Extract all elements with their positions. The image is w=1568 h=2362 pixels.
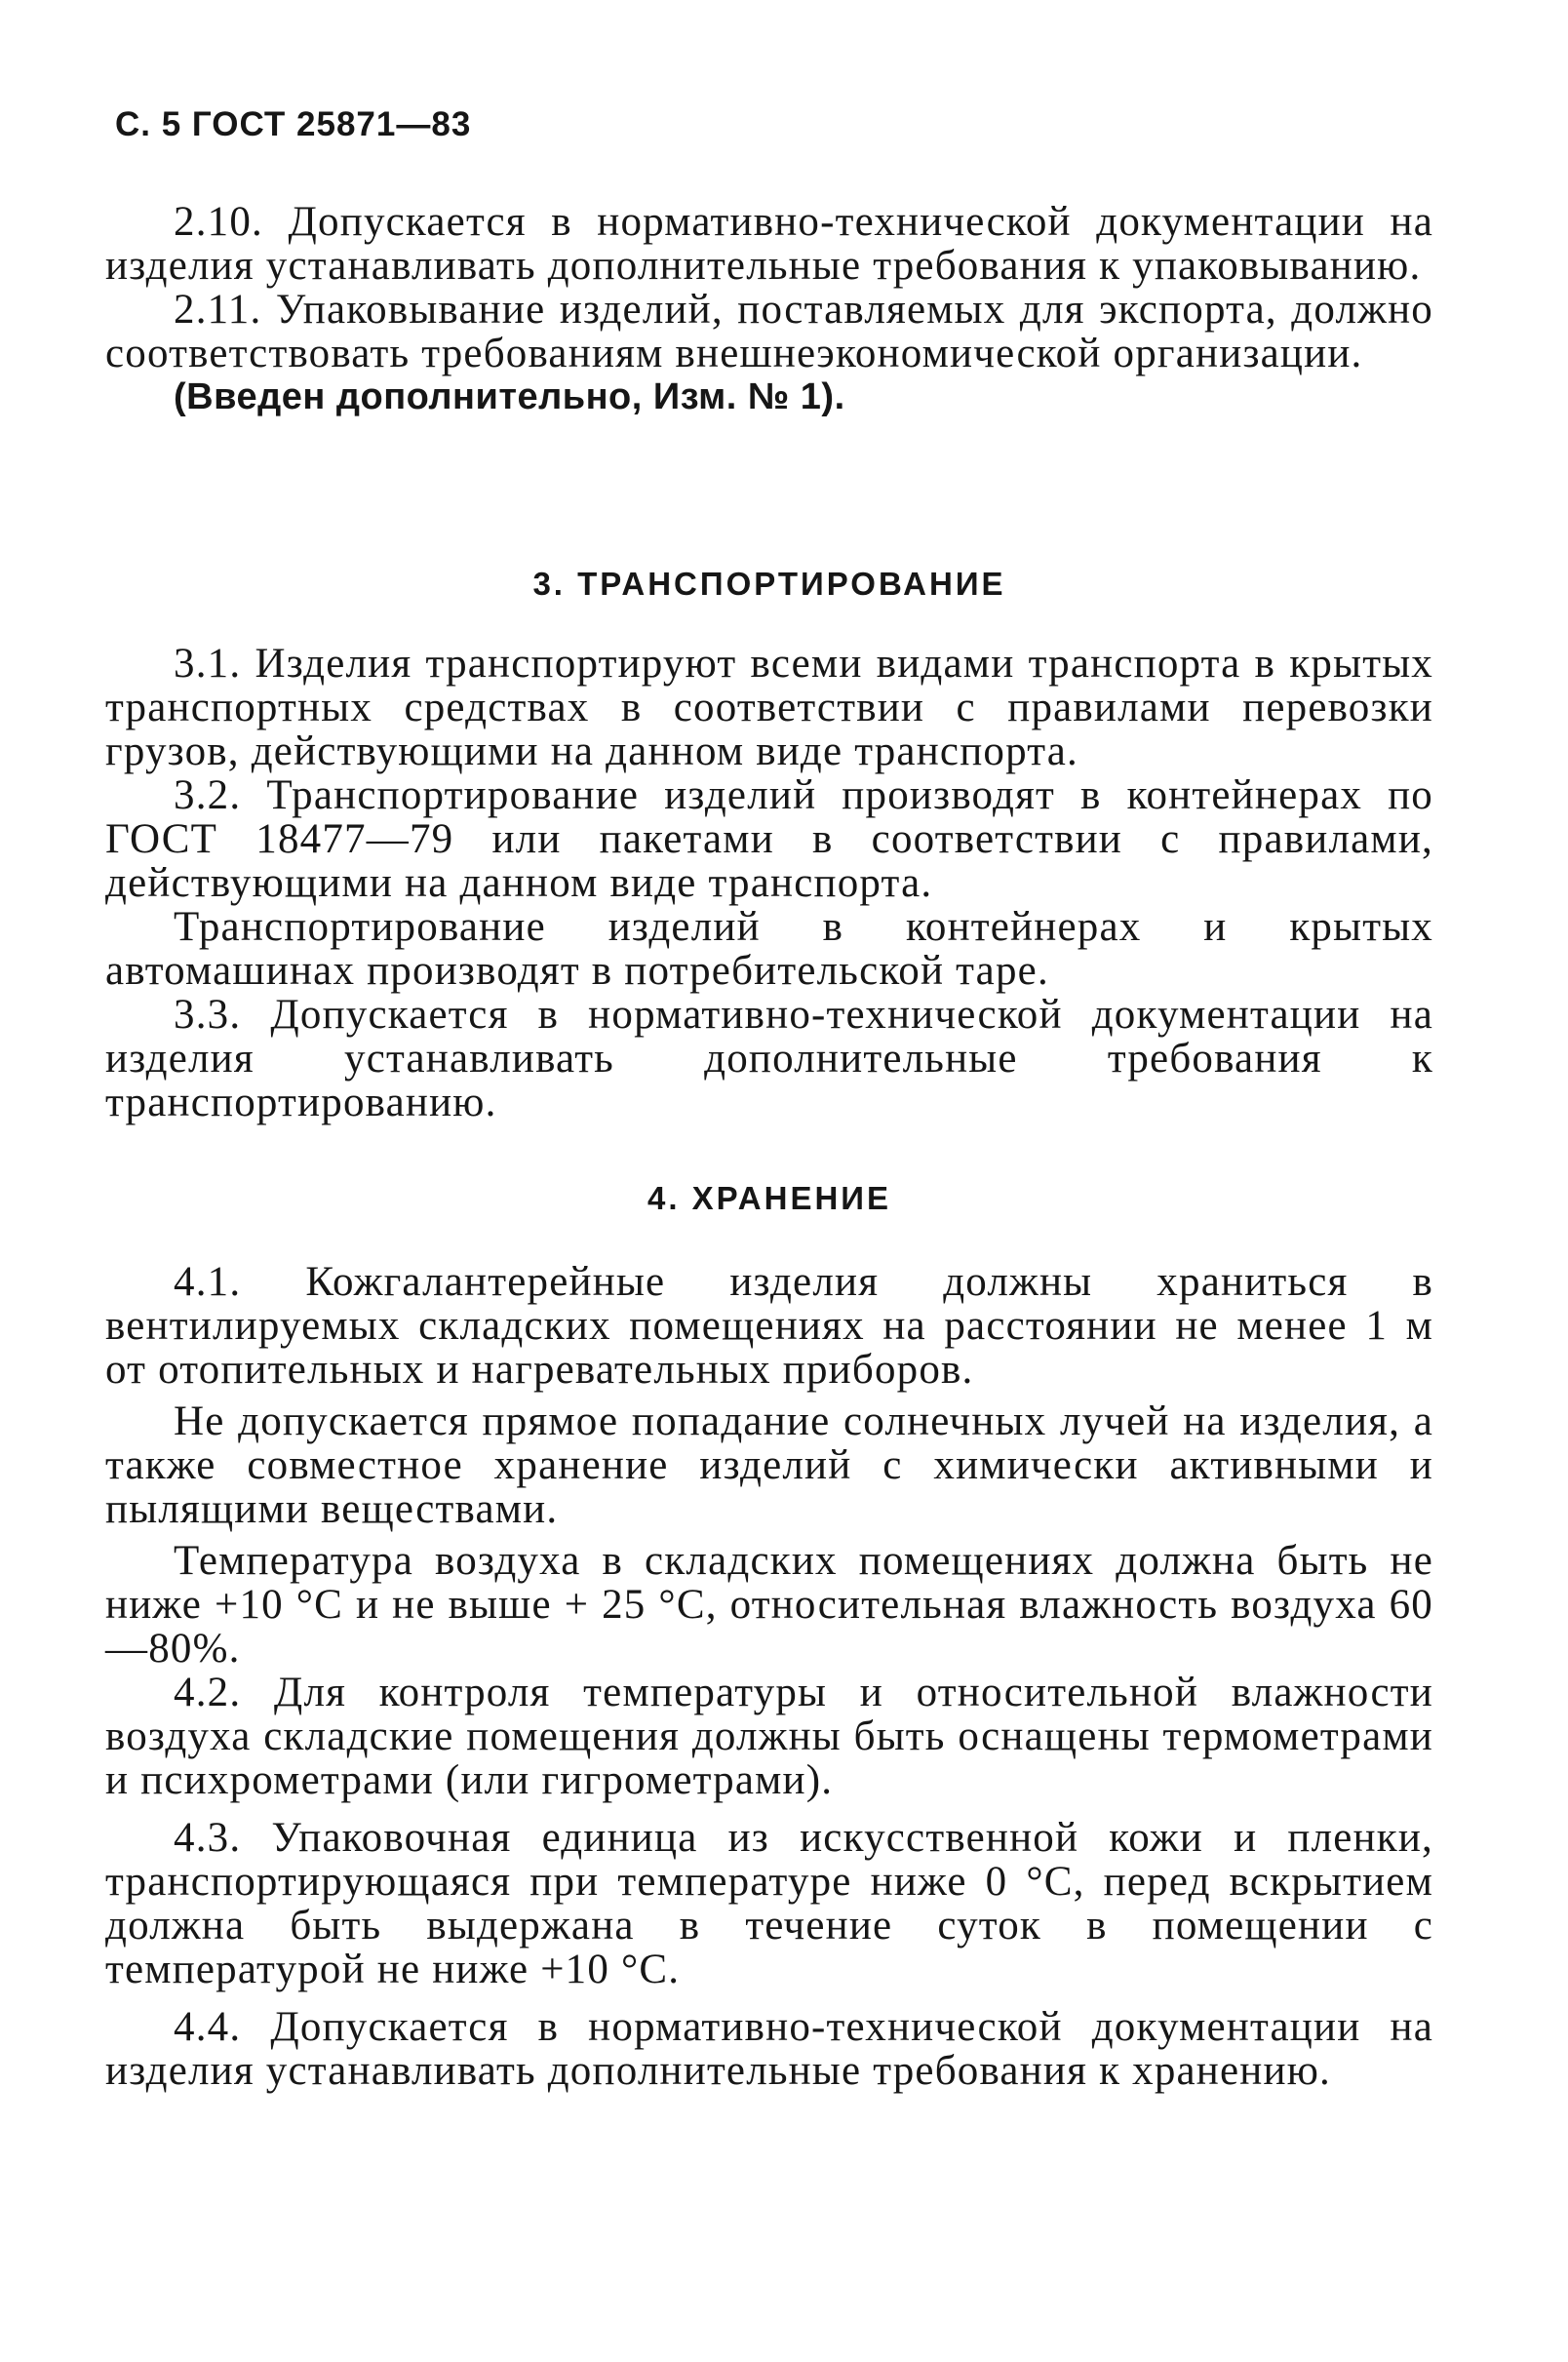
paragraph-3-3: 3.3. Допускается в нормативно-технической документации на изделия устанавливать дополнительные требования к транспортированию. (105, 992, 1433, 1125)
paragraph-3-2: 3.2. Транспортирование изделий производят в контейнерах по ГОСТ 18477—79 или пакетами в соответствии с правилами, действующими на данном виде транспорта. (105, 772, 1433, 906)
section-4-body (105, 1260, 1433, 2093)
paragraph-4-1-sun: Не допускается прямое попадание солнечных лучей на изделия, а также совместное хранение изделий с химически активными и пылящими веществами. (105, 1398, 1433, 1532)
paragraph-4-4: 4.4. Допускается в нормативно-технической документации на изделия устанавливать дополнительные требования к хранению. (105, 2004, 1433, 2094)
section-4-title: 4. ХРАНЕНИЕ (647, 1180, 892, 1216)
section-3-title: 3. ТРАНСПОРТИРОВАНИЕ (532, 566, 1006, 602)
paragraph-2-11: 2.11. Упаковывание изделий, поставляемых для экспорта, должно соответствовать требованиям внешнеэкономической организации. (105, 287, 1433, 376)
paragraph-4-3: 4.3. Упаковочная единица из искусственной кожи и пленки, транспортирующаяся при температуре ниже 0 °С, перед вскрытием должна быть выдержана в течение суток в помещении с температурой не ниже +10 °С. (105, 1815, 1433, 1992)
paragraph-3-1: 3.1. Изделия транспортируют всеми видами транспорта в крытых транспортных средствах в соответствии с правилами перевозки грузов, действующими на данном виде транспорта. (105, 641, 1433, 774)
section-3-body (105, 642, 1433, 1124)
paragraph-3-2-continuation: Транспортирование изделий в контейнерах и крытых автомашинах производят в потребительской таре. (105, 904, 1433, 994)
paragraph-2-10: 2.10. Допускается в нормативно-технической документации на изделия устанавливать дополнительные требования к упаковыванию. (105, 199, 1433, 289)
amendment-note: (Введен дополнительно, Изм. № 1). (174, 376, 845, 417)
paragraph-4-1-temperature: Температура воздуха в складских помещениях должна быть не ниже +10 °С и не выше + 25 °С, относительная влажность воздуха 60—80%. (105, 1538, 1433, 1672)
section-2-continuation (105, 200, 1433, 419)
paragraph-4-2: 4.2. Для контроля температуры и относительной влажности воздуха складские помещения должны быть оснащены термометрами и психрометрами (или гигрометрами). (105, 1670, 1433, 1803)
page-header: С. 5 ГОСТ 25871—83 (115, 105, 472, 143)
paragraph-4-1: 4.1. Кожгалантерейные изделия должны храниться в вентилируемых складских помещениях на расстоянии не менее 1 м от отопительных и нагревательных приборов. (105, 1259, 1433, 1393)
